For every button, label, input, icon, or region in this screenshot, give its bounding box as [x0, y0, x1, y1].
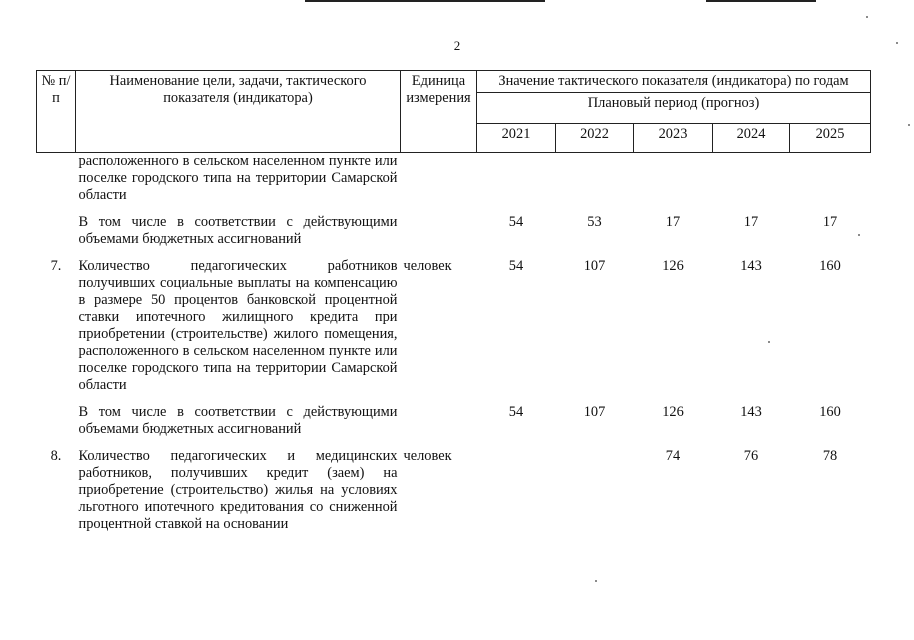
scan-speck: [858, 234, 860, 236]
row-value: [634, 153, 713, 205]
scan-speck: [896, 42, 898, 44]
scan-speck: [768, 341, 770, 343]
row-value: 126: [662, 258, 684, 274]
row-value: 143: [740, 404, 762, 420]
row-value: [556, 153, 634, 205]
row-name: расположенного в сельском населенном пункте или поселке городского типа на территории Самарской области: [78, 153, 398, 203]
row-value: 17: [665, 214, 681, 230]
table-row: [37, 258, 871, 394]
header-planning-period: Плановый период (прогноз): [477, 93, 871, 124]
row-unit: [401, 404, 477, 438]
row-value: 78: [822, 448, 838, 464]
row-value: [790, 153, 871, 205]
row-unit: человек: [403, 448, 452, 464]
row-value: 143: [740, 258, 762, 274]
row-unit: [401, 153, 477, 205]
row-name: Количество педагогических и медицинских работников, получивших кредит (заем) на приобретение (строительство) жилья на условиях льготного ипотечного кредитования со сниженной процентной ставкой на основании: [78, 448, 398, 532]
row-num: [37, 214, 76, 248]
top-rule-left: [305, 0, 545, 2]
row-value: 53: [587, 214, 602, 230]
top-rule-right: [706, 0, 816, 2]
row-value: 54: [508, 214, 524, 230]
scan-speck: [866, 16, 868, 18]
header-year: 2025: [790, 124, 871, 153]
row-value: 126: [662, 404, 684, 420]
row-name: В том числе в соответствии с действующими объемами бюджетных ассигнований: [78, 214, 398, 247]
scan-speck: [908, 124, 910, 126]
header-unit: Единица измерения: [401, 71, 477, 153]
scan-speck: [595, 580, 597, 582]
row-value: 107: [583, 404, 606, 420]
row-num: [37, 404, 76, 438]
row-name: Количество педагогических работников получивших социальные выплаты на компенсацию в размере 50 процентов банковской процентной ставки ипотечного жилищного кредита при приобретении (строительстве) жилого помещения, расположенного в сельском населенном пункте или поселке городского типа на территории Самарской области: [78, 258, 398, 393]
table-row: [37, 404, 871, 438]
header-name: Наименование цели, задачи, тактического показателя (индикатора): [76, 71, 401, 153]
row-value: [477, 153, 556, 205]
page-number: 2: [453, 38, 461, 53]
row-unit: [401, 214, 477, 248]
row-name: В том числе в соответствии с действующими объемами бюджетных ассигнований: [78, 404, 398, 437]
table-row: [37, 153, 871, 205]
row-unit: человек: [403, 258, 452, 274]
row-value: 160: [819, 258, 841, 274]
row-num: 8.: [50, 448, 62, 464]
header-values-title: Значение тактического показателя (индикатора) по годам: [477, 71, 871, 93]
row-value: 107: [583, 258, 606, 274]
header-num: № п/п: [37, 71, 76, 153]
header-year: 2022: [556, 124, 634, 153]
row-num: 7.: [50, 258, 62, 274]
row-value: 54: [508, 258, 524, 274]
row-value: 17: [822, 214, 838, 230]
header-year: 2021: [477, 124, 556, 153]
row-value: 17: [743, 214, 759, 230]
row-value: 160: [819, 404, 841, 420]
table-row: [37, 448, 871, 533]
row-num: [37, 153, 76, 205]
row-value: [713, 153, 790, 205]
row-value: [477, 448, 556, 533]
row-value: 74: [665, 448, 681, 464]
row-value: 76: [743, 448, 759, 464]
row-value: 54: [508, 404, 524, 420]
header-year: 2024: [713, 124, 790, 153]
row-value: [556, 448, 634, 533]
header-year: 2023: [634, 124, 713, 153]
indicators-table: [36, 70, 871, 533]
table-row: [37, 214, 871, 248]
